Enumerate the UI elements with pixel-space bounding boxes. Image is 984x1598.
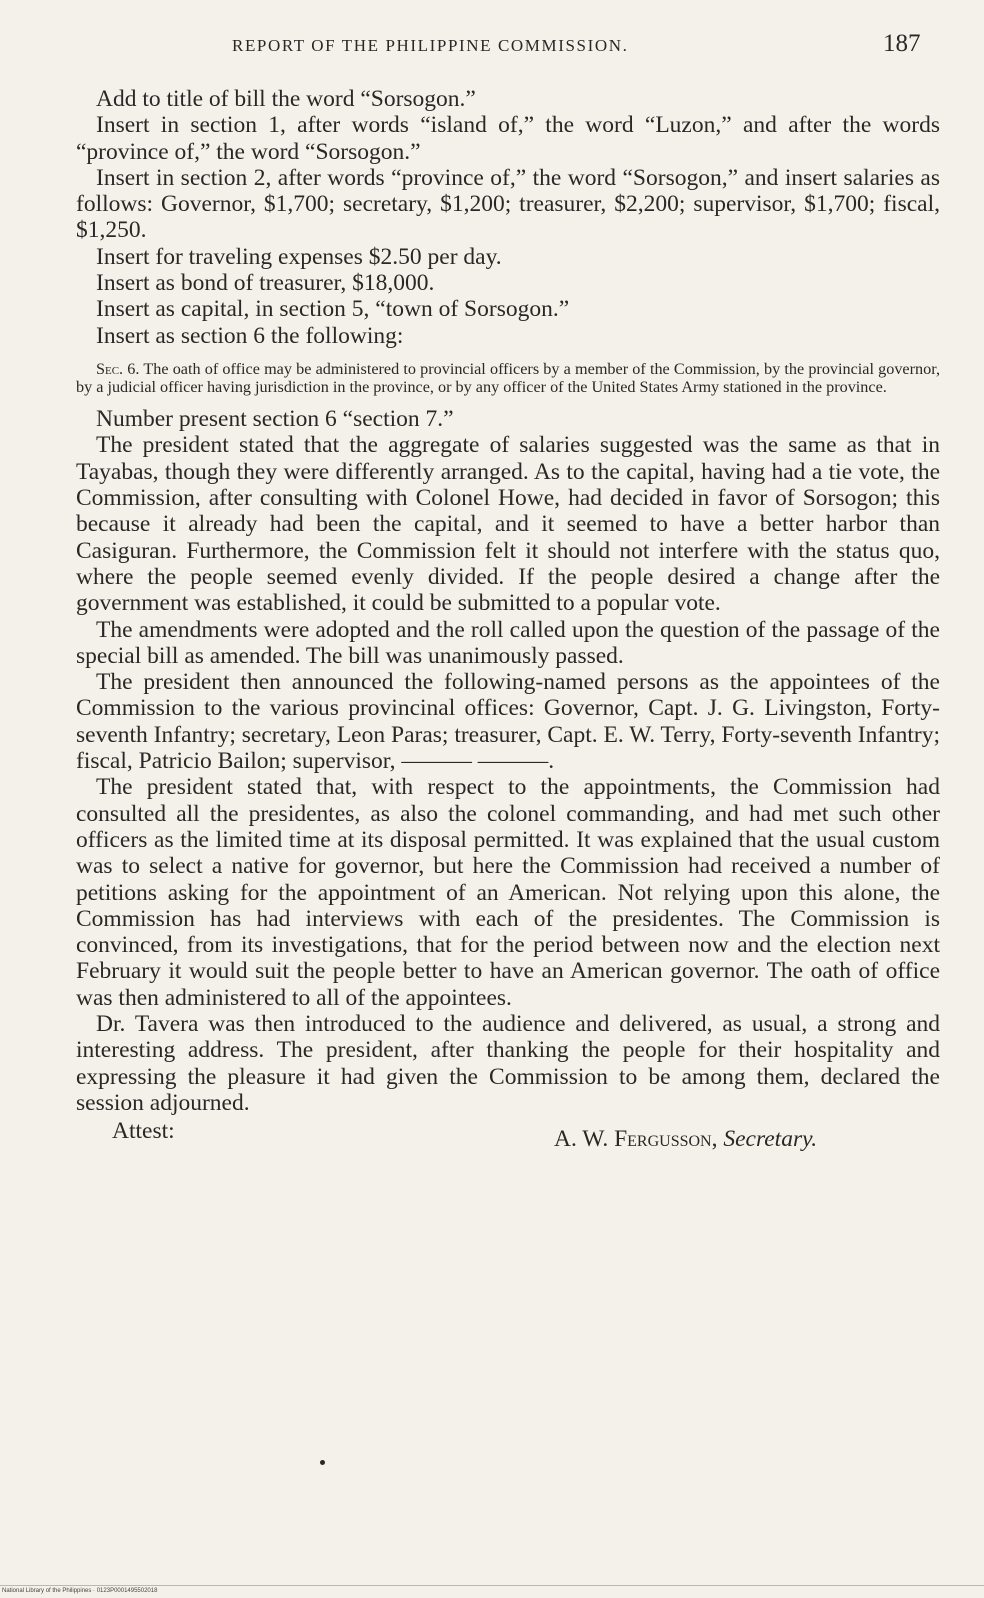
quoted-text: The oath of office may be administered to provincial officers by a member of the Commission, by the provincial governor, by a judicial officer having jurisdiction in the province, or by any officer of the United States Army stationed in the province. (76, 359, 940, 396)
signer-title: Secretary. (723, 1126, 818, 1153)
paragraph: Number present section 6 “section 7.” (96, 406, 454, 433)
paragraph: Add to title of bill the word “Sorsogon.” (96, 86, 476, 112)
attest-line (76, 1118, 940, 1152)
signature (554, 1126, 817, 1153)
attest-label: Attest: (112, 1118, 175, 1145)
section-label: Sec. 6. (96, 359, 140, 378)
quoted-section (76, 361, 940, 396)
signer-name: A. W. Fergusson, (554, 1126, 718, 1153)
page-header (0, 30, 984, 60)
paragraph: The president then announced the following-named persons as the appointees of the Commission to the various provincinal offices: Governor, Capt. J. G. Livingston, Forty-seventh Infantry; secretary, Leon Paras; treasurer, Capt. E. W. Terry, Forty-seventh Infantry; fiscal, Patricio Bailon; supervisor, ——— ———. (76, 669, 940, 775)
body-text (76, 86, 940, 1152)
ink-speck (320, 1460, 325, 1465)
paragraph: The president stated that, with respect to the appointments, the Commission had consulted all the presidentes, as also the colonel commanding, and had met such other officers as the limited time at its disposal permitted. It was explained that the usual custom was to select a native for governor, but here the Commission had received a number of petitions asking for the appointment of an American. Not relying upon this alone, the Commission has had interviews with each of the presidentes. The Commission is convinced, from its investigations, that for the period between now and the election next February it would suit the people better to have an American governor. The oath of office was then administered to all of the appointees. (76, 774, 940, 1011)
scan-footer: National Library of the Philippines · 0123P0001495502018 (2, 1588, 158, 1594)
paragraph: Insert in section 2, after words “province of,” the word “Sorsogon,” and insert salaries as follows: Governor, $1,700; secretary, $1,200; treasurer, $2,200; supervisor, $1,700; fiscal, $1,250. (76, 164, 940, 244)
paragraph: Insert for traveling expenses $2.50 per day. (96, 243, 502, 270)
paragraph: Insert in section 1, after words “island of,” the word “Luzon,” and after the words “province of,” the word “Sorsogon.” (76, 112, 940, 165)
paragraph: Insert as bond of treasurer, $18,000. (96, 270, 435, 297)
footer-rule (0, 1585, 984, 1586)
paragraph: Insert as section 6 the following: (96, 322, 404, 349)
paragraph: The president stated that the aggregate of salaries suggested was the same as that in Tayabas, though they were differently arranged. As to the capital, having had a tie vote, the Commission, after consulting with Colonel Howe, had decided in favor of Sorsogon; this because it already had been the capital, and it seemed to have a better harbor than Casiguran. Furthermore, the Commission felt it should not interfere with the status quo, where the people seemed evenly divided. If the people desired a change after the government was established, it could be submitted to a popular vote. (76, 432, 940, 617)
paragraph: The amendments were adopted and the roll called upon the question of the passage of the special bill as amended. The bill was unanimously passed. (76, 616, 940, 669)
paragraph: Insert as capital, in section 5, “town of Sorsogon.” (96, 296, 570, 323)
running-title: REPORT OF THE PHILIPPINE COMMISSION. (232, 36, 629, 55)
page-number: 187 (883, 30, 921, 57)
paragraph: Dr. Tavera was then introduced to the audience and delivered, as usual, a strong and interesting address. The president, after thanking the people for their hospitality and expressing the pleasure it had given the Commission to be among them, declared the session adjourned. (76, 1010, 940, 1116)
